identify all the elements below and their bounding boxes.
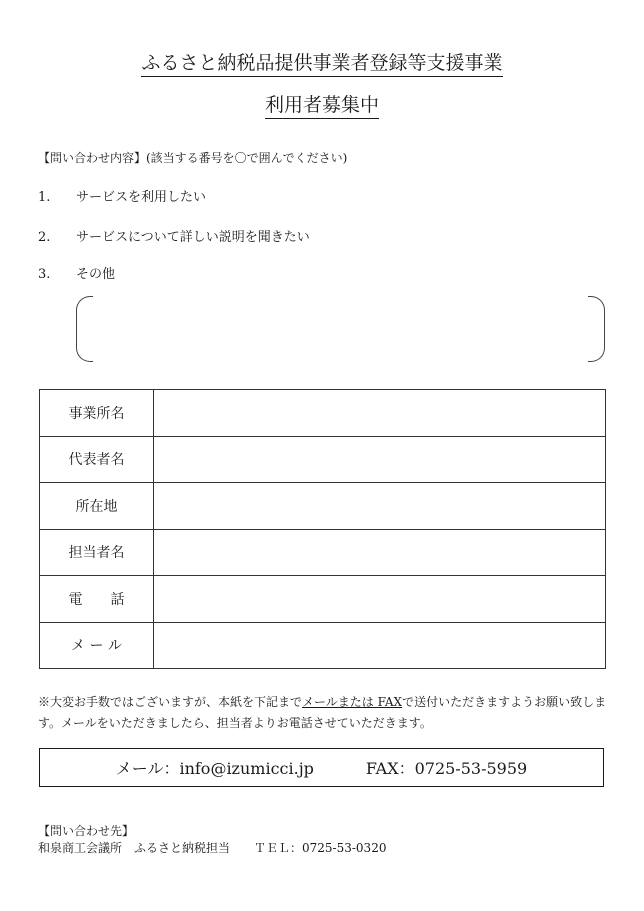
form-label: 担当者名 — [40, 529, 154, 576]
note-underlined-text: メールまたは FAX — [302, 695, 403, 709]
inquiry-option-3[interactable] — [38, 263, 115, 282]
footer-heading: 【問い合わせ先】 — [38, 824, 135, 838]
inquiry-option-2[interactable] — [38, 226, 310, 245]
form-label: メ ー ル — [40, 622, 154, 669]
representative-name-field[interactable] — [154, 436, 606, 483]
table-row — [40, 390, 606, 437]
table-row — [40, 436, 606, 483]
table-row — [40, 483, 606, 530]
other-input-area[interactable] — [92, 296, 588, 360]
inquiry-heading: 【問い合わせ内容】(該当する番号を〇で囲んでください) — [38, 151, 348, 165]
page-title — [0, 48, 644, 75]
note-text-before: ※大変お手数ではございますが、本紙を下記まで — [38, 695, 303, 709]
table-row — [40, 576, 606, 623]
page-subtitle-text: 利用者募集中 — [265, 94, 379, 119]
form-label: 事業所名 — [40, 390, 154, 437]
form-label: 所在地 — [40, 483, 154, 530]
applicant-form-table — [39, 389, 606, 669]
contact-email[interactable]: メール：info@izumicci.jp — [115, 759, 314, 778]
table-row — [40, 529, 606, 576]
address-field[interactable] — [154, 483, 606, 530]
page-title-text: ふるさと納税品提供事業者登録等支援事業 — [141, 52, 502, 77]
contact-fax: FAX：0725-53-5959 — [365, 759, 528, 778]
option-label: その他 — [76, 267, 116, 282]
option-number: 3. — [38, 267, 51, 282]
phone-field[interactable] — [154, 576, 606, 623]
contact-box — [39, 748, 604, 787]
submission-note — [38, 692, 608, 734]
email-field[interactable] — [154, 622, 606, 669]
contact-person-field[interactable] — [154, 529, 606, 576]
other-input-right-bracket — [588, 296, 605, 362]
option-number: 1. — [38, 190, 51, 205]
form-label: 電 話 — [40, 576, 154, 623]
option-label: サービスを利用したい — [76, 190, 207, 205]
inquiry-option-1[interactable] — [38, 186, 206, 205]
page-subtitle — [0, 90, 644, 117]
note-text-after: で送付いただきますようお願い致します。メールをいただきましたら、担当者よりお電話させていただきます。 — [38, 695, 607, 730]
business-name-field[interactable] — [154, 390, 606, 437]
table-row — [40, 622, 606, 669]
option-label: サービスについて詳しい説明を聞きたい — [76, 230, 310, 245]
footer-org: 和泉商工会議所 ふるさと納税担当 ＴＥＬ：0725-53-0320 — [38, 841, 387, 855]
option-number: 2. — [38, 230, 51, 245]
other-input-left-bracket — [76, 296, 93, 362]
form-label: 代表者名 — [40, 436, 154, 483]
